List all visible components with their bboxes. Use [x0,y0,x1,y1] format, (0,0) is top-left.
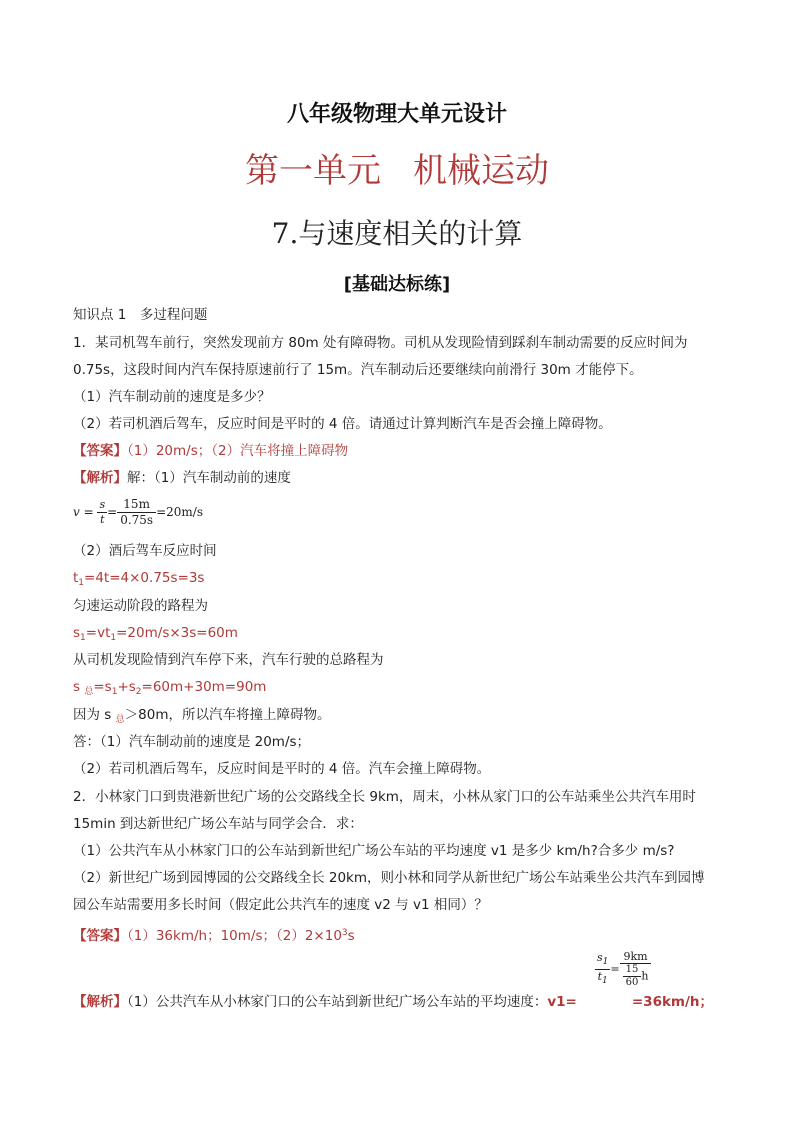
q2-line-4: （2）新世纪广场到园博园的公交路线全长 20km，则小林和同学从新世纪广场公车站乘坐公共汽车到园博 [73,870,705,886]
q2-line-1: 2．小林家门口到贵港新世纪广场的公交路线全长 9km，周末，小林从家门口的公车站乘坐公共汽车用时 [73,789,696,805]
formula-s1-sub: 1 [602,957,609,967]
s-total-expression: =60m+30m=90m [141,679,267,695]
s1-t-subscript: 1 [110,633,117,643]
formula-inner-fraction [623,964,642,989]
final-answer-1-text: 答：（1）汽车制动前的速度是 20m/s； [73,734,311,750]
total-distance-equation [73,678,266,701]
s-total-plus: +s [117,679,136,695]
analysis-text: 解：（1）汽车制动前的速度 [127,470,291,486]
formula-s-over-t [97,498,107,527]
q1-line-2: 0.75s，这段时间内汽车保持原速前行了 15m。汽车制动后还要继续向前滑行 30m 才能停下。 [73,362,643,378]
answer-tag: 【答案】 [73,928,127,944]
s1-vt: =vt [85,625,111,641]
formula-s: s [99,498,106,511]
q2-answer [73,924,355,945]
unit-name: 机械运动 [413,151,549,191]
q2-line-5: 园公车站需要用多长时间（假定此公共汽车的速度 v2 与 v1 相同）？ [73,897,488,913]
v1-result: =36km/h； [631,994,714,1010]
formula-15: 15 [623,964,642,977]
formula-v: v [73,505,80,519]
because-subscript: 总 [115,715,125,725]
q1-answer [73,442,348,460]
t1-subscript: 1 [78,578,85,588]
s1-sub: 1 [111,687,118,697]
final-answer-1 [73,733,310,751]
total-distance-label: 从司机发现险情到汽车停下来，汽车行驶的总路程为 [73,652,384,668]
q1-line-3: （1）汽车制动前的速度是多少？ [73,389,271,405]
formula-hour: h [641,969,649,983]
conclusion-line [73,706,330,729]
unit-title [0,143,794,192]
analysis-tag: 【解析】 [73,994,127,1010]
velocity-formula: v = $\frac{s}{t}$ = $\frac{15m}{0.75s}$ =20m/s [73,497,203,527]
answer-tag: 【答案】 [73,443,127,459]
answer-unit: s [347,928,355,944]
q1-analysis [73,469,291,487]
knowledge-point: 知识点 1 多过程问题 [73,307,208,323]
s1-subscript: 1 [80,633,86,643]
s1-equation [73,624,238,647]
answer-exponent: 3 [341,928,348,938]
formula-denominator: 0.75s [120,513,154,527]
formula-9km: 9km [620,950,652,964]
s1-symbol: s [73,625,81,641]
formula-9km-fraction [620,950,652,989]
s-total-subscript: 总 [84,687,94,697]
section-title: [基础达标练] [343,274,451,295]
v1-label: v1= [547,994,577,1010]
doc-title: 八年级物理大单元设计 [286,102,507,127]
t1-equation [73,569,204,592]
analysis-tag: 【解析】 [73,470,127,486]
formula-fraction [117,497,156,528]
q1-part2-label: （2）酒后驾车反应时间 [73,543,217,559]
t1-symbol: t [73,570,79,586]
formula-numerator: 15m [117,497,156,513]
s1-expression: =20m/s×3s=60m [116,625,238,641]
formula-60: 60 [625,977,639,988]
because-rest: ＞80m，所以汽车将撞上障碍物。 [124,707,331,723]
s-total-eq: =s [93,679,112,695]
formula-s1-over-t1 [595,951,610,988]
answer-text: （1）36km/h；10m/s；（2）2×10 [127,928,342,944]
formula-t1-sub: 1 [602,976,608,986]
unit-number: 第一单元 [245,151,381,191]
formula-s1: s [597,951,603,964]
final-answer-2: （2）若司机酒后驾车，反应时间是平时的 4 倍。汽车会撞上障碍物。 [73,761,491,777]
analysis-text: （1）公共汽车从小林家门口的公车站到新世纪广场公车站的平均速度： [127,994,548,1010]
q1-line-4: （2）若司机酒后驾车，反应时间是平时的 4 倍。请通过计算判断汽车是否会撞上障碍物。 [73,416,612,432]
q2-analysis [73,993,713,1011]
lesson-title: 7.与速度相关的计算 [271,217,523,250]
average-speed-formula: $\frac{s_1}{t_1}$ = 9km $\frac{15}{60}$ h [595,950,651,989]
q2-line-3: （1）公共汽车从小林家门口的公车站到新世纪广场公车站的平均速度 v1 是多少 km/h?合多少 m/s? [73,843,675,859]
because-text: 因为 s [73,707,116,723]
formula-result: =20m/s [156,505,203,519]
s-total-symbol: s [73,679,85,695]
formula-t: t [100,513,105,526]
uniform-motion-label: 匀速运动阶段的路程为 [73,598,208,614]
s2-sub: 2 [135,687,142,697]
t1-expression: =4t=4×0.75s=3s [84,570,205,586]
answer-text: （1）20m/s；（2）汽车将撞上障碍物 [127,443,349,459]
q1-line-1: 1．某司机驾车前行，突然发现前方 80m 处有障碍物。司机从发现险情到踩刹车制动需要的反应时间为 [73,335,688,351]
q2-line-2: 15min 到达新世纪广场公车站与同学会合．求： [73,816,363,832]
formula-t1: t [597,970,603,983]
